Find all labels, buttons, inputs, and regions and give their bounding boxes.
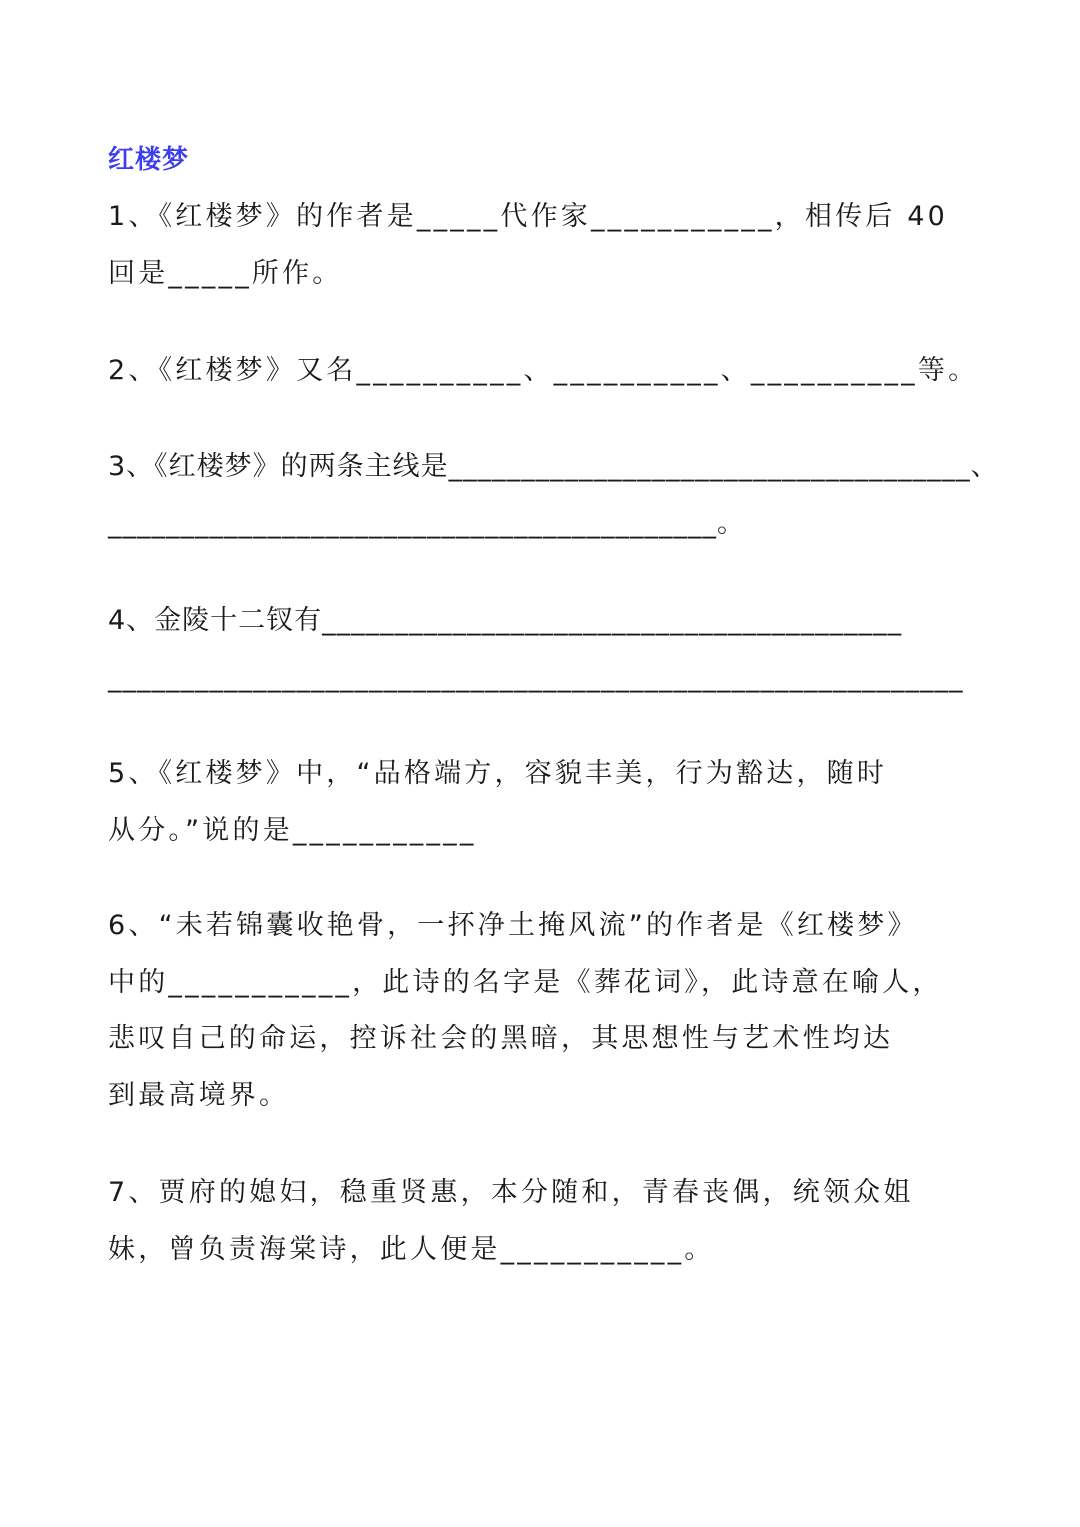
question-4-line-1: 4、金陵十二钗有________________________________________ (108, 605, 903, 636)
question-5 (108, 746, 988, 859)
question-3-line-2: __________________________________________。 (108, 507, 745, 539)
question-3 (108, 439, 999, 552)
question-1 (108, 189, 988, 302)
question-6-line-4: 到最高境界。 (108, 1079, 290, 1111)
question-7-line-1: 7、贾府的媳妇，稳重贤惠，本分随和，青春丧偶，统领众姐 (108, 1177, 914, 1208)
question-5-line-2: 从分。”说的是___________ (108, 814, 477, 846)
question-5-line-1: 5、《红楼梦》中，“品格端方，容貌丰美，行为豁达，随时 (108, 758, 888, 789)
question-7 (108, 1165, 988, 1278)
question-6-line-2: 中的___________，此诗的名字是《葬花词》，此诗意在喻人， (108, 966, 943, 998)
question-2 (108, 343, 988, 400)
worksheet-title: 红楼梦 (108, 145, 190, 175)
question-2-line-1: 2、《红楼梦》又名__________、__________、__________等。 (108, 355, 979, 386)
question-4-line-2: ___________________________________________________________ (108, 661, 964, 693)
question-6-line-3: 悲叹自己的命运，控诉社会的黑暗，其思想性与艺术性均达 (108, 1023, 894, 1054)
question-7-line-2: 妹，曾负责海棠诗，此人便是___________。 (108, 1233, 715, 1265)
question-1-line-2: 回是_____所作。 (108, 257, 343, 289)
question-6 (108, 898, 988, 1124)
question-6-line-1: 6、“未若锦囊收艳骨，一抔净土掩风流”的作者是《红楼梦》 (108, 910, 918, 941)
question-3-line-1: 3、《红楼梦》的两条主线是____________________________________、 (108, 451, 999, 482)
question-4 (108, 593, 988, 706)
question-1-line-1: 1、《红楼梦》的作者是_____代作家___________，相传后 40 (108, 201, 949, 232)
